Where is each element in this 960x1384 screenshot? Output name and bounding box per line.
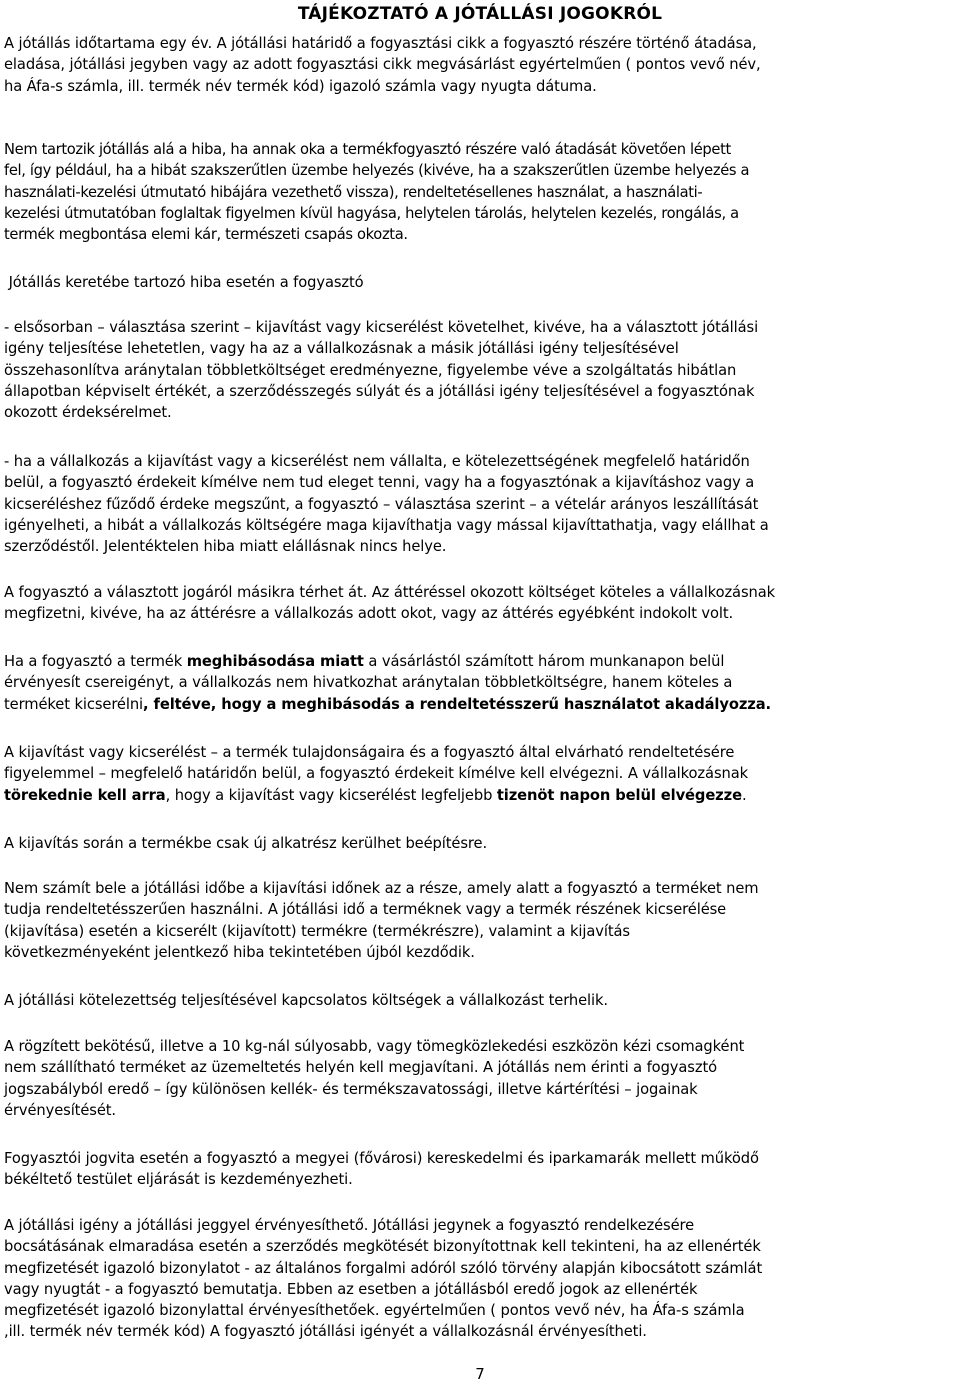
text-line: okozott érdeksérelmet. (4, 404, 172, 422)
text-line: kicseréléshez fűződő érdeke megszűnt, a fogyasztó – választása szerint – a vételár arányos leszállítását (4, 495, 759, 513)
text-line: A kijavítás során a termékbe csak új alkatrész kerülhet beépítésre. (4, 835, 488, 852)
text-line: ,ill. termék név termék kód) A fogyasztó jótállási igényét a vállalkozásnál érvényesítheti. (4, 1323, 647, 1341)
text-line: ha Áfa-s számla, ill. termék név termék kód) igazoló számla vagy nyugta dátuma. (4, 77, 597, 95)
paragraph-warranty-period (4, 33, 956, 97)
text-line: belül, a fogyasztó érdekeit kímélve nem tud eleget tenni, vagy ha a fogyasztónak a kijavításhoz vagy a (4, 474, 755, 492)
text-line: A jótállási kötelezettség teljesítésével kapcsolatos költségek a vállalkozást terhelik. (4, 992, 608, 1009)
text-line: megfizetését igazoló bizonylatot - az általános forgalmi adóról szóló törvény alapján kibocsátott számlát (4, 1259, 763, 1277)
paragraph-dispute-resolution (4, 1148, 956, 1191)
text-run: terméket kicserélni (4, 695, 144, 713)
paragraph-warranty-card (4, 1215, 956, 1343)
text-line: - elsősorban – választása szerint – kijavítást vagy kicserélést követelhet, kivéve, ha a választott jótállási (4, 319, 759, 336)
paragraph-repair-deadline (4, 742, 956, 806)
text-line: szerződéstől. Jelentéktelen hiba miatt elállásnak nincs helye. (4, 538, 447, 556)
text-line: érvényesít csereigényt, a vállalkozás nem hivatkozhat aránytalan többletköltségre, hanem köteles a (4, 674, 733, 692)
page-number: 7 (475, 1365, 485, 1383)
text-line: fel, így például, ha a hibát szakszerűtlen üzembe helyezés (kivéve, ha a szakszerűtlen üzembe helyezés a (4, 162, 750, 180)
text-line: Jótállás keretébe tartozó hiba esetén a fogyasztó (4, 274, 364, 291)
text-line: eladása, jótállási jegyben vagy az adott fogyasztási cikk megvásárlást egyértelműen ( pontos vevő név, (4, 56, 761, 74)
text-line: figyelemmel – megfelelő határidőn belül, a fogyasztó érdekeit kímélve kell elvégezni. A vállalkozásnak (4, 765, 749, 783)
text-line: Nem számít bele a jótállási időbe a kijavítási időnek az a része, amely alatt a fogyasztó a terméket nem (4, 880, 759, 897)
text-line: A jótállás időtartama egy év. A jótállási határidő a fogyasztási cikk a fogyasztó részére történő átadása, (4, 35, 757, 52)
paragraph-repair-or-replace (4, 317, 956, 423)
text-line: összehasonlítva aránytalan többletköltséget eredményezne, figyelembe véve a szolgáltatás hibátlan (4, 361, 737, 379)
paragraph-price-reduction (4, 451, 956, 557)
text-line: - ha a vállalkozás a kijavítást vagy a kicserélést nem vállalta, e kötelezettségének megfelelő határidőn (4, 453, 750, 470)
paragraph-warranty-restart (4, 878, 956, 963)
paragraph-new-parts (4, 833, 956, 854)
text-line: használati-kezelési útmutató hibájára vezethető vissza), rendeltetésellenes használat, a használati- (4, 183, 703, 201)
text-run: a vásárlástól számított három munkanapon belül (363, 653, 725, 670)
text-line: (kijavítása) esetén a kicserélt (kijavított) termékre (termékrészre), valamint a kijavítás (4, 922, 630, 940)
text-run-bold: , feltéve, hogy a meghibásodás a rendeltetésszerű használatot akadályozza. (143, 695, 772, 713)
text-line: kezelési útmutatóban foglaltak figyelmen kívül hagyása, helytelen tárolás, helytelen kezelés, rongálás, a (4, 204, 739, 222)
paragraph-onsite-repair (4, 1036, 956, 1121)
text-line: A jótállási igény a jótállási jeggyel érvényesíthető. Jótállási jegynek a fogyasztó rendelkezésére (4, 1217, 695, 1234)
text-run: Ha a fogyasztó a termék (4, 653, 187, 670)
paragraph-costs (4, 990, 956, 1011)
document-title: TÁJÉKOZTATÓ A JÓTÁLLÁSI JOGOKRÓL (297, 4, 663, 24)
text-line: Nem tartozik jótállás alá a hiba, ha annak oka a termékfogyasztó részére való átadását követően lépett (4, 141, 731, 158)
paragraph-consumer-rights-intro (4, 272, 956, 293)
text-run-bold: tizenöt napon belül elvégezze (496, 786, 742, 804)
text-line: békéltető testület eljárását is kezdeményezheti. (4, 1171, 353, 1189)
text-line: tudja rendeltetésszerűen használni. A jótállási idő a terméknek vagy a termék részének kicserélése (4, 901, 727, 919)
text-line: A rögzített bekötésű, illetve a 10 kg-nál súlyosabb, vagy tömegközlekedési eszközön kézi csomagként (4, 1038, 745, 1055)
text-line: bocsátásának elmaradása esetén a szerződés megkötését bizonyítottnak kell tekinteni, ha az ellenérték (4, 1238, 761, 1256)
paragraph-exclusions (4, 139, 956, 245)
text-line: termék megbontása elemi kár, természeti csapás okozta. (4, 226, 408, 244)
text-line: jogszabályból eredő – így különösen kellék- és termékszavatossági, illetve kártérítési – jogainak (4, 1080, 698, 1098)
text-line: állapotban képviselt értékét, a szerződésszegés súlyát és a jótállási igény teljesítésével a fogyasztónak (4, 382, 755, 400)
paragraph-switching-rights (4, 582, 956, 625)
text-line: vagy nyugtát - a fogyasztó bemutatja. Ebben az esetben a jótállásból eredő jogok az ellenérték (4, 1280, 698, 1298)
text-line: nem szállítható terméket az üzemeltetés helyén kell megjavítani. A jótállás nem érinti a fogyasztó (4, 1059, 717, 1077)
text-run-bold: meghibásodása miatt (186, 653, 364, 670)
text-line: érvényesítését. (4, 1101, 116, 1119)
text-run-bold: törekednie kell arra (4, 786, 166, 804)
text-line: A kijavítást vagy kicserélést – a termék tulajdonságaira és a fogyasztó által elvárható rendeltetésére (4, 744, 735, 761)
paragraph-three-day-replacement (4, 651, 956, 715)
text-line: következményeként jelentkező hiba tekintetében újból kezdődik. (4, 943, 475, 961)
text-line: Fogyasztói jogvita esetén a fogyasztó a megyei (fővárosi) kereskedelmi és iparkamarák mellett működő (4, 1150, 759, 1167)
text-run: , hogy a kijavítást vagy kicserélést legfeljebb (165, 786, 497, 804)
text-line: igényelheti, a hibát a vállalkozás költségére maga kijavíthatja vagy mással kijavíttathatja, vagy elállhat a (4, 516, 769, 534)
text-line: igény teljesítése lehetetlen, vagy ha az a vállalkozásnak a másik jótállási igény teljesítésével (4, 340, 679, 358)
text-line: megfizetni, kivéve, ha az áttérésre a vállalkozás adott okot, vagy az áttérés egyébként indokolt volt. (4, 605, 734, 623)
text-line: megfizetését igazoló bizonylattal érvényesíthetőek. egyértelműen ( pontos vevő név, ha Áfa-s számla (4, 1302, 745, 1320)
text-line: A fogyasztó a választott jogáról másikra térhet át. Az áttéréssel okozott költséget köteles a vállalkozásnak (4, 584, 776, 601)
text-run: . (741, 786, 747, 804)
